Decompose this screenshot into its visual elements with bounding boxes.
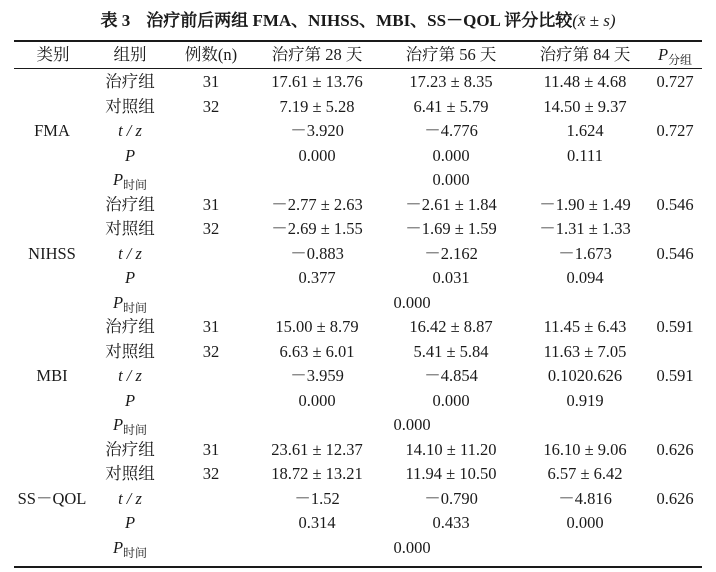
- n-cell: 31: [202, 439, 220, 459]
- tz-label: t / z: [118, 488, 142, 508]
- p-label: P: [124, 390, 136, 410]
- p-label: P: [124, 513, 136, 532]
- tz-p-group-cell: 0.626: [656, 488, 694, 508]
- table-row-p-time: [0, 291, 716, 315]
- group-cell: 治疗组: [105, 317, 155, 336]
- table-row-control: [0, 462, 716, 486]
- table-number: 表 3: [100, 11, 131, 30]
- p-time-base: P: [112, 170, 124, 189]
- header-group: 组别: [113, 45, 147, 64]
- tz-cell-d84: 0.1020.626: [547, 366, 623, 385]
- table-row-treatment: [0, 193, 716, 217]
- p-time-sub: 时间: [123, 178, 148, 192]
- value-cell-d28: 17.61 ± 13.76: [271, 72, 363, 91]
- table-row-control: [0, 95, 716, 119]
- p-time-sub: 时间: [123, 545, 148, 560]
- table-row-treatment: [0, 70, 716, 94]
- group-cell: 对照组: [105, 464, 155, 483]
- group-cell: 治疗组: [105, 439, 155, 459]
- value-cell-d84: －1.31 ± 1.33: [539, 219, 631, 238]
- table-row-tz: [0, 487, 716, 511]
- tz-label: t / z: [118, 366, 142, 385]
- tz-cell-d28: －0.883: [290, 243, 344, 263]
- group-cell: 治疗组: [105, 194, 155, 214]
- tz-cell-d84: －4.816: [558, 488, 612, 508]
- p-label: P: [124, 268, 136, 287]
- value-cell-d84: －1.90 ± 1.49: [539, 194, 631, 214]
- p-label: P: [124, 145, 136, 165]
- p-cell-d84: 0.094: [566, 268, 604, 287]
- category-label: MBI: [36, 366, 68, 385]
- table-row-p: [0, 266, 716, 290]
- tz-cell-d56: －2.162: [424, 243, 478, 263]
- group-cell: 治疗组: [105, 72, 155, 91]
- header-day84: 治疗第 84 天: [539, 45, 631, 64]
- value-cell-d56: 11.94 ± 10.50: [405, 464, 497, 483]
- table-caption: [0, 6, 716, 31]
- p-cell-d28: 0.000: [298, 390, 336, 410]
- p-time-base: P: [112, 537, 124, 557]
- tz-cell-d28: －3.920: [290, 121, 344, 140]
- p-time-base: P: [112, 415, 124, 434]
- p-time-label: [88, 413, 172, 437]
- tz-p-group-cell: 0.591: [656, 366, 694, 385]
- value-cell-d84: 11.63 ± 7.05: [543, 341, 627, 361]
- table-row-tz: [0, 242, 716, 266]
- value-cell-d56: 17.23 ± 8.35: [409, 72, 493, 91]
- n-cell: 31: [202, 317, 220, 336]
- value-cell-d28: －2.77 ± 2.63: [271, 194, 363, 214]
- tz-label: t / z: [118, 243, 142, 263]
- value-cell-d56: －2.61 ± 1.84: [405, 194, 497, 214]
- table-row-p-time: [0, 413, 716, 437]
- n-cell: 32: [202, 219, 220, 238]
- category-label: NIHSS: [28, 243, 76, 263]
- p-time-base: P: [112, 292, 124, 312]
- top-rule: [14, 40, 702, 42]
- value-cell-d56: 14.10 ± 11.20: [405, 439, 497, 459]
- tz-cell-d56: －4.776: [424, 121, 478, 140]
- n-cell: 32: [202, 464, 220, 483]
- value-cell-d84: 6.57 ± 6.42: [547, 464, 623, 483]
- header-p-group: $P_{分组}$: [657, 45, 693, 67]
- table-row-p: [0, 144, 716, 168]
- p-cell-d28: 0.314: [298, 513, 336, 532]
- tz-cell-d56: －0.790: [424, 488, 478, 508]
- table-row-p-time: [0, 536, 716, 560]
- table-row-p: [0, 389, 716, 413]
- p-time-sub: 时间: [123, 423, 148, 437]
- n-cell: 31: [202, 194, 220, 214]
- p-group-cell: 0.546: [656, 194, 694, 214]
- header-n: 例数(n): [184, 45, 238, 64]
- table-statistic: (x̄ ± s): [572, 11, 616, 30]
- p-cell-d56: 0.000: [432, 390, 470, 410]
- value-cell-d84: 16.10 ± 9.06: [543, 439, 627, 459]
- table-row-p: [0, 511, 716, 535]
- n-cell: 31: [202, 72, 220, 91]
- table-row-treatment: [0, 438, 716, 462]
- group-cell: 对照组: [105, 219, 155, 238]
- value-cell-d84: 14.50 ± 9.37: [543, 96, 627, 116]
- value-cell-d28: 15.00 ± 8.79: [275, 317, 359, 336]
- p-group-cell: 0.626: [656, 439, 694, 459]
- value-cell-d56: 5.41 ± 5.84: [413, 341, 489, 361]
- header-category: 类别: [36, 45, 70, 64]
- table-title: 治疗前后两组 FMA、NIHSS、MBI、SS－QOL 评分比较: [146, 11, 573, 30]
- tz-p-group-cell: 0.546: [656, 243, 694, 263]
- p-time-label: [88, 536, 172, 560]
- value-cell-d56: 16.42 ± 8.87: [409, 317, 493, 336]
- p-cell-d28: 0.000: [298, 145, 336, 165]
- tz-p-group-cell: 0.727: [656, 121, 694, 140]
- header-rule: [14, 68, 702, 69]
- tz-cell-d28: －3.959: [290, 366, 344, 385]
- value-cell-d56: 6.41 ± 5.79: [413, 96, 489, 116]
- value-cell-d28: 7.19 ± 5.28: [279, 96, 355, 116]
- p-time-value: 0.000: [432, 170, 470, 189]
- n-cell: 32: [202, 96, 220, 116]
- tz-cell-d84: 1.624: [566, 121, 604, 140]
- header-day56: 治疗第 56 天: [405, 45, 497, 64]
- p-cell-d28: 0.377: [298, 268, 336, 287]
- value-cell-d28: 23.61 ± 12.37: [271, 439, 363, 459]
- p-cell-d56: 0.433: [432, 513, 470, 532]
- table-row-control: [0, 217, 716, 241]
- tz-label: t / z: [118, 121, 142, 140]
- p-group-cell: 0.591: [656, 317, 694, 336]
- p-cell-d84: 0.111: [567, 145, 603, 165]
- n-cell: 32: [202, 341, 220, 361]
- value-cell-d56: －1.69 ± 1.59: [405, 219, 497, 238]
- p-time-value: 0.000: [393, 292, 431, 312]
- p-time-label: [88, 168, 172, 192]
- p-time-value: 0.000: [393, 415, 431, 434]
- table-row-control: [0, 340, 716, 364]
- category-label: SS－QOL: [17, 488, 87, 508]
- p-time-label: [88, 291, 172, 315]
- value-cell-d84: 11.45 ± 6.43: [543, 317, 627, 336]
- tz-cell-d56: －4.854: [424, 366, 478, 385]
- category-label: FMA: [34, 121, 70, 140]
- table-header-row: [0, 43, 716, 67]
- table-row-tz: [0, 364, 716, 388]
- table-row-p-time: [0, 168, 716, 192]
- p-cell-d56: 0.031: [432, 268, 470, 287]
- tz-cell-d28: －1.52: [294, 488, 340, 508]
- p-group-cell: 0.727: [656, 72, 694, 91]
- p-cell-d56: 0.000: [432, 145, 470, 165]
- table-row-treatment: [0, 315, 716, 339]
- p-cell-d84: 0.919: [566, 390, 604, 410]
- table-row-tz: [0, 119, 716, 143]
- group-cell: 对照组: [105, 96, 155, 116]
- value-cell-d28: －2.69 ± 1.55: [271, 219, 363, 238]
- group-cell: 对照组: [105, 341, 155, 361]
- p-cell-d84: 0.000: [566, 513, 604, 532]
- value-cell-d28: 18.72 ± 13.21: [271, 464, 363, 483]
- p-time-sub: 时间: [123, 300, 148, 315]
- tz-cell-d84: －1.673: [558, 243, 612, 263]
- p-time-value: 0.000: [393, 537, 431, 557]
- value-cell-d28: 6.63 ± 6.01: [279, 341, 355, 361]
- header-day28: 治疗第 28 天: [271, 45, 363, 64]
- bottom-rule: [14, 566, 702, 568]
- value-cell-d84: 11.48 ± 4.68: [543, 72, 627, 91]
